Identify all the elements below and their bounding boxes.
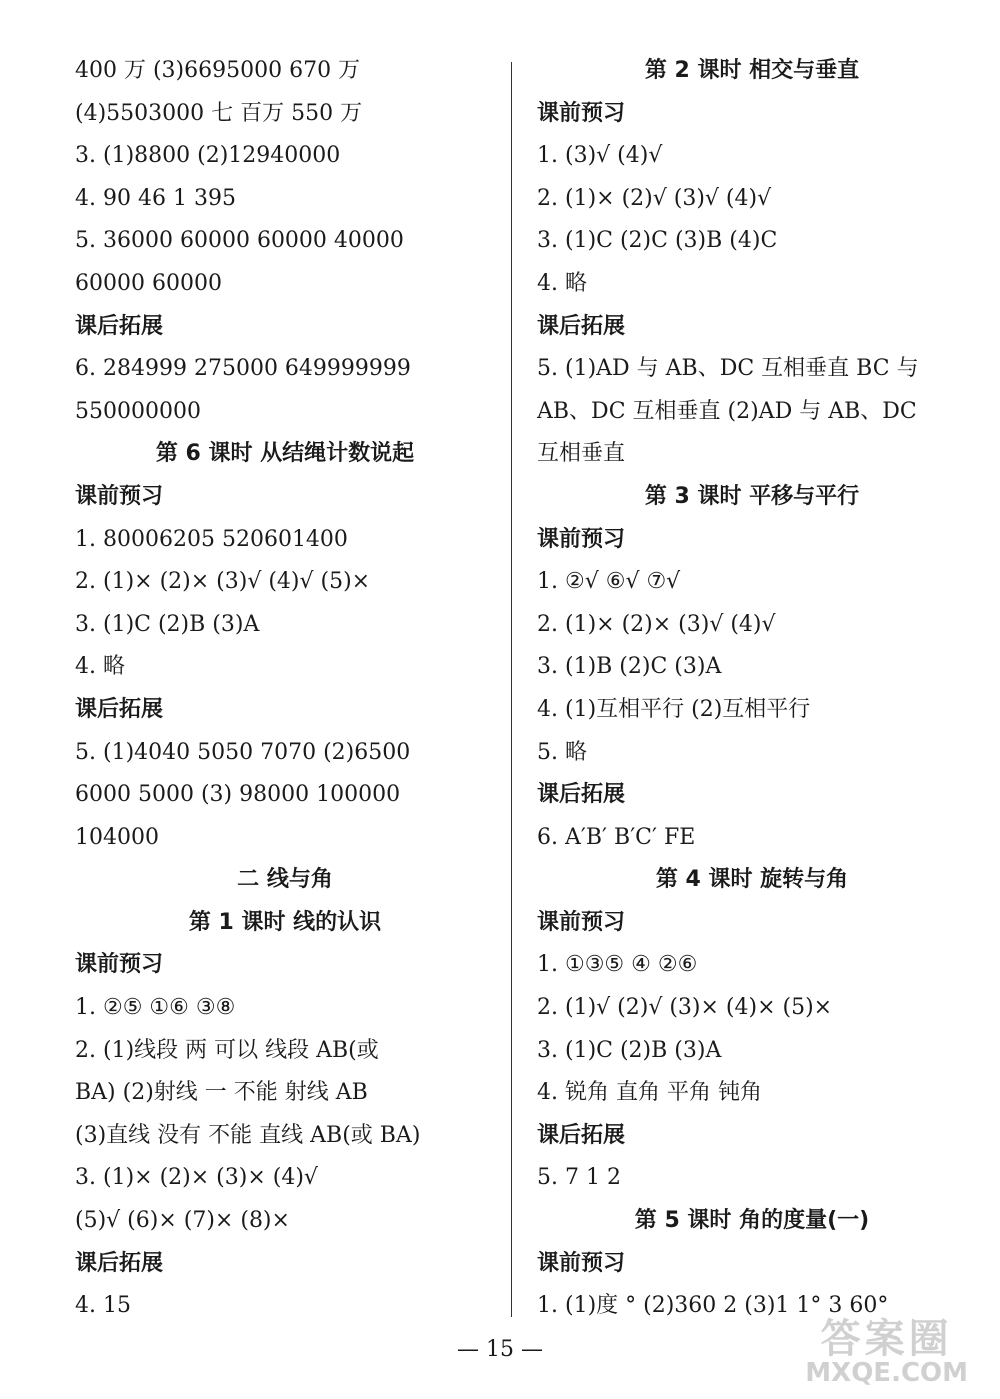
answer-line: 60000 60000 [75, 270, 222, 296]
section-heading: 课前预习 [75, 952, 164, 978]
answer-line: 3. (1)C (2)B (3)A [75, 611, 260, 637]
answer-line: 4. 锐角 直角 平角 钝角 [537, 1080, 762, 1106]
section-heading: 课后拓展 [537, 313, 626, 339]
answer-line: 400 万 (3)6695000 670 万 [75, 58, 361, 83]
section-heading: 课后拓展 [537, 1122, 626, 1148]
answer-line: 104000 [75, 824, 159, 850]
answer-line: 2. (1)× (2)√ (3)√ (4)√ [537, 185, 772, 211]
answer-line: 3. (1)C (2)B (3)A [537, 1037, 722, 1063]
section-heading: 课后拓展 [537, 782, 626, 808]
watermark-logo [805, 1315, 968, 1388]
column-divider [511, 62, 512, 1317]
lesson-title: 第 3 课时 平移与平行 [644, 483, 860, 509]
answer-line: 1. ①③⑤ ④ ②⑥ [537, 952, 698, 978]
section-heading: 课后拓展 [75, 313, 164, 339]
answer-line: 4. (1)互相平行 (2)互相平行 [537, 696, 811, 722]
answer-line: 2. (1)√ (2)√ (3)× (4)× (5)× [537, 995, 833, 1021]
page-number: — 15 — [457, 1337, 543, 1362]
answer-line: 1. 80006205 520601400 [75, 526, 348, 552]
watermark-url: MXQE.COM [805, 1357, 968, 1388]
answer-line: 4. 15 [75, 1293, 131, 1319]
answer-line: 3. (1)B (2)C (3)A [537, 654, 722, 680]
lesson-title: 第 6 课时 从结绳计数说起 [155, 441, 415, 467]
answer-line: 4. 略 [75, 654, 125, 680]
section-heading: 课前预习 [537, 909, 626, 935]
answer-line: 6. 284999 275000 649999999 [75, 356, 411, 382]
lesson-title: 第 2 课时 相交与垂直 [644, 58, 860, 83]
lesson-title: 第 1 课时 线的认识 [188, 909, 382, 935]
watermark-text: 答案圈 [820, 1315, 953, 1362]
answer-line: (3)直线 没有 不能 直线 AB(或 BA) [75, 1122, 421, 1148]
answer-line: (5)√ (6)× (7)× (8)× [75, 1208, 290, 1234]
answer-line: 3. (1)C (2)C (3)B (4)C [537, 228, 778, 254]
answer-line: 5. 36000 60000 60000 40000 [75, 228, 404, 254]
answer-line: 互相垂直 [537, 441, 626, 467]
left-column [75, 50, 495, 1328]
section-heading: 课后拓展 [75, 1250, 164, 1276]
answer-line: 2. (1)× (2)× (3)√ (4)√ (5)× [75, 569, 371, 595]
answer-line: 3. (1)× (2)× (3)× (4)√ [75, 1165, 318, 1191]
answer-line: 6000 5000 (3) 98000 100000 [75, 782, 401, 808]
section-heading: 课后拓展 [75, 696, 164, 722]
answer-line: 3. (1)8800 (2)12940000 [75, 143, 341, 169]
section-heading: 课前预习 [537, 526, 626, 552]
answer-line: 5. (1)4040 5050 7070 (2)6500 [75, 739, 411, 765]
lesson-title: 二 线与角 [237, 867, 333, 893]
answer-line: 2. (1)× (2)× (3)√ (4)√ [537, 611, 776, 637]
section-heading: 课前预习 [75, 483, 164, 509]
lesson-title: 第 4 课时 旋转与角 [655, 867, 849, 893]
answer-line: 1. (1)度 ° (2)360 2 (3)1 1° 3 60° [537, 1293, 889, 1319]
section-heading: 课前预习 [537, 100, 626, 126]
answer-line: 5. 略 [537, 739, 587, 765]
lesson-title: 第 5 课时 角的度量(一) [634, 1208, 870, 1234]
answer-line: 550000000 [75, 398, 201, 424]
answer-line: 6. A′B′ B′C′ FE [537, 824, 696, 850]
answer-line: 1. ②√ ⑥√ ⑦√ [537, 569, 681, 595]
answer-line: 1. ②⑤ ①⑥ ③⑧ [75, 995, 236, 1021]
section-heading: 课前预习 [537, 1250, 626, 1276]
answer-line: AB、DC 互相垂直 (2)AD 与 AB、DC [537, 398, 917, 424]
right-column [537, 50, 967, 1328]
answer-line: BA) (2)射线 一 不能 射线 AB [75, 1080, 368, 1106]
answer-line: 4. 略 [537, 270, 587, 296]
answer-line: 1. (3)√ (4)√ [537, 143, 663, 169]
answer-line: (4)5503000 七 百万 550 万 [75, 100, 363, 126]
answer-line: 4. 90 46 1 395 [75, 185, 236, 211]
answer-line: 5. (1)AD 与 AB、DC 互相垂直 BC 与 [537, 356, 919, 382]
answer-line: 5. 7 1 2 [537, 1165, 621, 1191]
answer-line: 2. (1)线段 两 可以 线段 AB(或 [75, 1037, 379, 1063]
